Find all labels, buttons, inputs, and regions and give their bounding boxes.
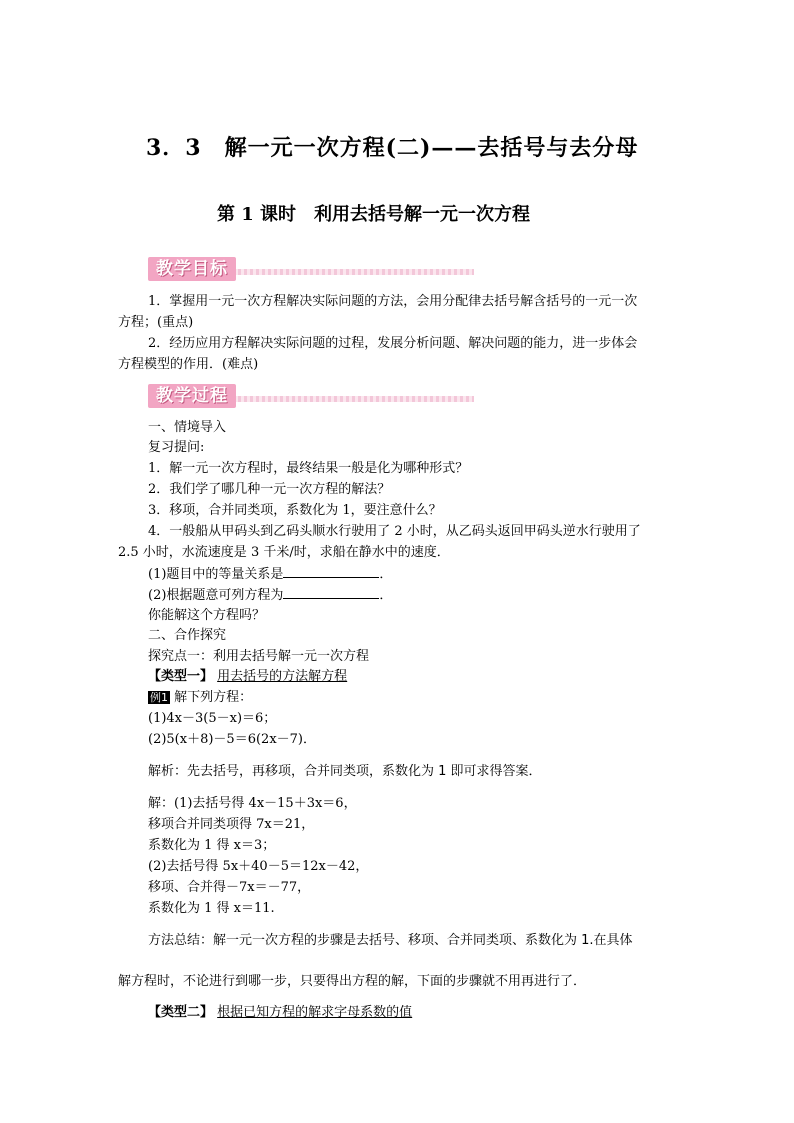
type1-bracket: 【类型一】 <box>148 669 214 684</box>
example-tag: 例1 <box>150 691 168 704</box>
type1-heading <box>148 667 347 687</box>
solution-line-2: 移项合并同类项得 7x＝21， <box>148 817 315 832</box>
fill-blank-1-prefix: (1)题目中的等量关系是 <box>148 567 284 582</box>
page-title: 3．3 解一元一次方程(二)——去括号与去分母 <box>146 135 639 161</box>
answer-blank-1[interactable] <box>283 564 379 578</box>
goal-line-4: 方程模型的作用．(难点) <box>118 357 259 372</box>
method-summary-line1: 方法总结：解一元一次方程的步骤是去括号、移项、合并同类项、系数化为 1.在具体 <box>148 933 633 948</box>
review-q4-line2: 2.5 小时，水流速度是 3 千米/时，求船在静水中的速度． <box>118 545 450 560</box>
review-q3: 3．移项，合并同类项，系数化为 1，要注意什么？ <box>148 503 442 518</box>
example-1 <box>148 688 252 708</box>
equation-2: (2)5(x＋8)－5＝6(2x－7)． <box>148 732 316 747</box>
equation-1: (1)4x－3(5－x)＝6； <box>148 711 277 726</box>
fill-blank-1 <box>148 564 392 585</box>
example-prompt: 解下列方程： <box>174 690 253 705</box>
goals-banner <box>148 257 478 281</box>
explore-point-1: 探究点一：利用去括号解一元一次方程 <box>148 649 370 664</box>
goals-banner-label: 教学目标 <box>148 257 236 281</box>
process-banner-label: 教学过程 <box>148 384 236 408</box>
process-banner <box>148 384 478 408</box>
review-q1: 1．解一元一次方程时，最终结果一般是化为哪种形式？ <box>148 461 469 476</box>
method-summary-line2: 解方程时，不论进行到哪一步，只要得出方程的解，下面的步骤就不用再进行了． <box>118 974 587 989</box>
lesson-subtitle: 第 1 课时 利用去括号解一元一次方程 <box>217 204 531 225</box>
review-title: 复习提问: <box>148 440 205 455</box>
fill-blank-2-suffix: ． <box>379 588 393 603</box>
type2-bracket: 【类型二】 <box>148 1005 214 1020</box>
solution-line-1: 解：(1)去括号得 4x－15＋3x＝6， <box>148 796 357 811</box>
fill-blank-2-prefix: (2)根据题意可列方程为 <box>148 588 284 603</box>
section-heading-1: 一、情境导入 <box>148 420 227 435</box>
review-q4-line1: 4．一般船从甲码头到乙码头顺水行驶用了 2 小时，从乙码头返回甲码头逆水行驶用了 <box>148 524 641 539</box>
section-heading-2: 二、合作探究 <box>148 628 227 643</box>
type2-title: 根据已知方程的解求字母系数的值 <box>217 1005 413 1020</box>
solution-line-5: 移项、合并得－7x＝－77， <box>148 880 311 895</box>
answer-blank-2[interactable] <box>283 585 379 599</box>
fill-blank-2 <box>148 585 392 606</box>
goal-line-1: 1．掌握用一元一次方程解决实际问题的方法，会用分配律去括号解含括号的一元一次 <box>148 294 638 309</box>
review-q2: 2．我们学了哪几种一元一次方程的解法？ <box>148 482 391 497</box>
solution-line-3: 系数化为 1 得 x＝3； <box>148 838 276 853</box>
fill-blank-1-suffix: ． <box>379 567 393 582</box>
solution-line-6: 系数化为 1 得 x＝11. <box>148 901 275 916</box>
analysis-text: 解析：先去括号，再移项，合并同类项，系数化为 1 即可求得答案． <box>148 764 542 779</box>
goal-line-2: 方程；(重点) <box>118 315 194 330</box>
solution-line-4: (2)去括号得 5x＋40－5＝12x－42， <box>148 859 369 874</box>
goal-line-3: 2．经历应用方程解决实际问题的过程，发展分析问题、解决问题的能力，进一步体会 <box>148 336 638 351</box>
type1-title: 用去括号的方法解方程 <box>217 669 348 684</box>
type2-heading <box>148 1003 412 1023</box>
can-solve-question: 你能解这个方程吗？ <box>148 608 266 623</box>
